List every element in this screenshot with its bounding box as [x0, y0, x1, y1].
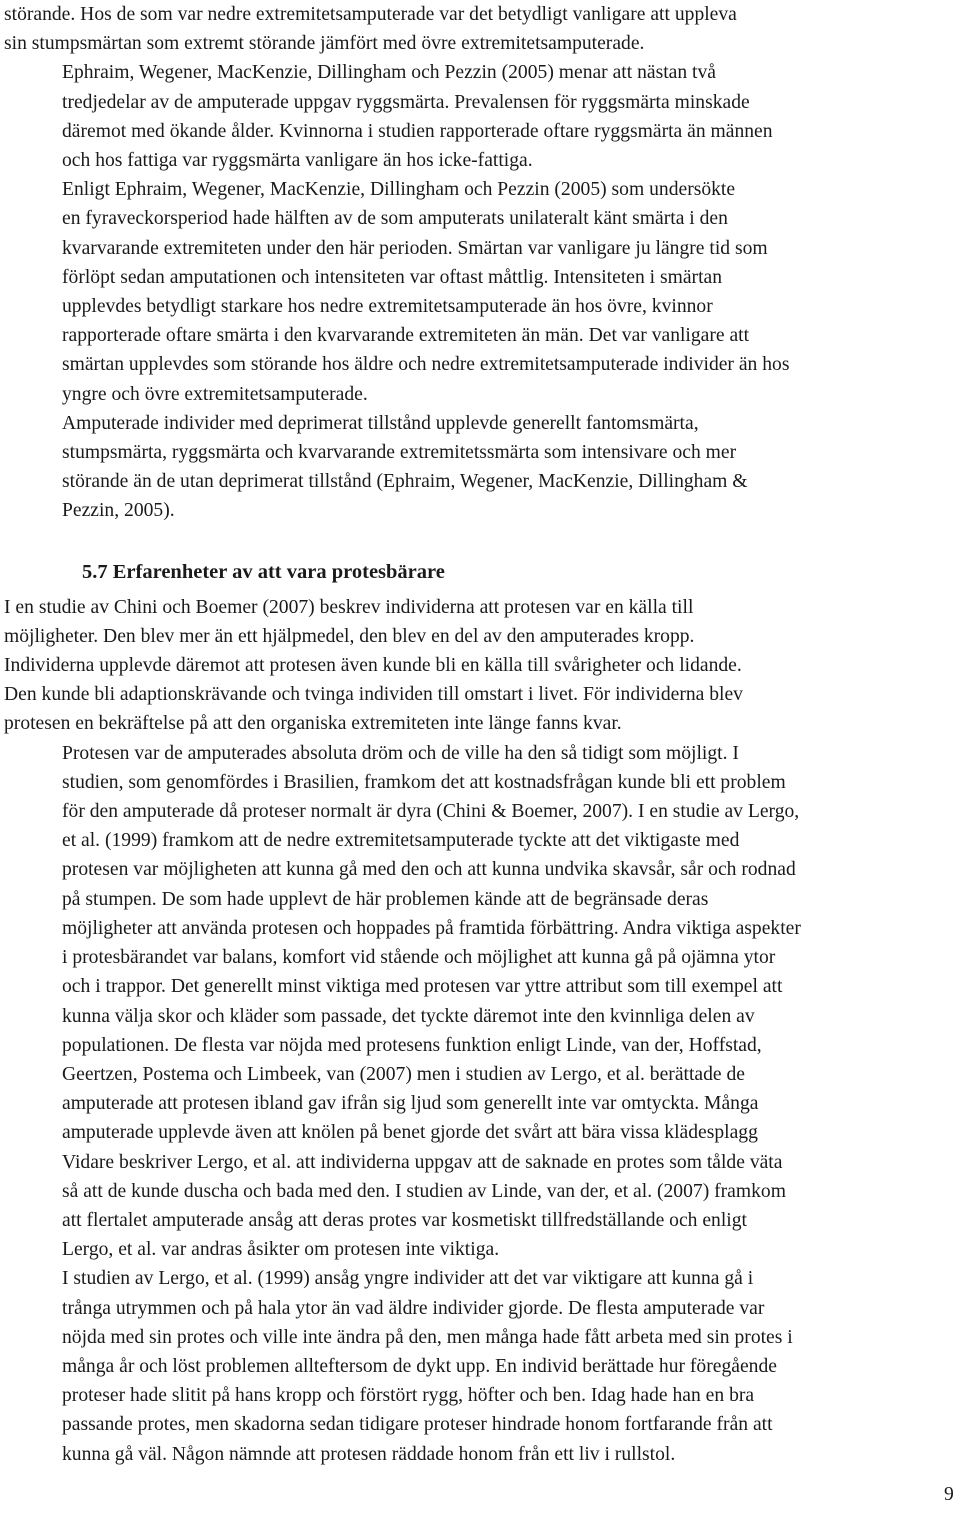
- paragraph-2: [4, 58, 956, 175]
- text-line: passande protes, men skadorna sedan tidigare proteser hindrade honom fortfarande från att: [62, 1414, 773, 1436]
- text-line: många år och löst problemen allteftersom de dykt upp. En individ berättade hur föregående: [62, 1355, 777, 1377]
- text-line: Protesen var de amputerades absoluta dröm och de ville ha den så tidigt som möjligt. I: [62, 742, 739, 764]
- text-line: att flertalet amputerade ansåg att deras protes var kosmetiskt tillfredställande och enligt: [62, 1209, 747, 1231]
- text-line: störande än de utan deprimerat tillstånd (Ephraim, Wegener, MacKenzie, Dillingham &: [62, 471, 748, 493]
- text-line: Vidare beskriver Lergo, et al. att individerna uppgav att de saknade en protes som tålde väta: [62, 1151, 783, 1173]
- text-line: kunna gå väl. Någon nämnde att protesen räddade honom från ett liv i rullstol.: [62, 1443, 676, 1465]
- text-line: för den amputerade då proteser normalt är dyra (Chini & Boemer, 2007). I en studie av Lergo,: [62, 801, 800, 823]
- text-line: Den kunde bli adaptionskrävande och tvinga individen till omstart i livet. För individerna blev: [4, 684, 743, 706]
- text-line: protesen var möjligheten att kunna gå med den och att kunna undvika skavsår, sår och rodnad: [62, 859, 796, 881]
- text-line: protesen en bekräftelse på att den organiska extremiteten inte länge fanns kvar.: [4, 713, 622, 735]
- text-line: på stumpen. De som hade upplevt de här problemen kände att de begränsade deras: [62, 888, 709, 910]
- text-line: störande. Hos de som var nedre extremitetsamputerade var det betydligt vanligare att uppleva: [4, 4, 737, 25]
- document-page: [4, 0, 956, 1469]
- text-line: Individerna upplevde däremot att protesen även kunde bli en källa till svårigheter och lidande.: [4, 655, 742, 677]
- text-line: Lergo, et al. var andras åsikter om protesen inte viktiga.: [62, 1239, 500, 1261]
- text-line: et al. (1999) framkom att de nedre extremitetsamputerade tyckte att det viktigaste med: [62, 830, 740, 852]
- text-line: Ephraim, Wegener, MacKenzie, Dillingham och Pezzin (2005) menar att nästan två: [62, 62, 716, 84]
- text-line: I studien av Lergo, et al. (1999) ansåg yngre individer att det var viktigare att kunna gå i: [62, 1268, 754, 1290]
- text-line: sin stumpsmärtan som extremt störande jämfört med övre extremitetsamputerade.: [4, 33, 645, 55]
- text-line: möjligheter att använda protesen och hoppades på framtida förbättring. Andra viktiga aspekter: [62, 917, 801, 939]
- text-line: Geertzen, Postema och Limbeek, van (2007) men i studien av Lergo, et al. berättade de: [62, 1063, 745, 1085]
- text-line: studien, som genomfördes i Brasilien, framkom det att kostnadsfrågan kunde bli ett problem: [62, 771, 786, 793]
- text-line: förlöpt sedan amputationen och intensiteten var oftast måttlig. Intensiteten i smärtan: [62, 266, 723, 288]
- paragraph-4: [4, 409, 956, 526]
- text-line: I en studie av Chini och Boemer (2007) beskrev individerna att protesen var en källa till: [4, 596, 694, 618]
- text-line: i protesbärandet var balans, komfort vid stående och möjlighet att kunna gå på ojämna ytor: [62, 947, 776, 969]
- spacer: [4, 526, 956, 558]
- text-line: så att de kunde duscha och bada med den. I studien av Linde, van der, et al. (2007) framkom: [62, 1180, 786, 1202]
- text-line: rapporterade oftare smärta i den kvarvarande extremiteten än män. Det var vanligare att: [62, 325, 750, 347]
- paragraph-3: [4, 175, 956, 409]
- text-line: trånga utrymmen och på hala ytor än vad äldre individer gjorde. De flesta amputerade var: [62, 1297, 765, 1319]
- text-line: och i trappor. Det generellt minst viktiga med protesen var yttre attribut som till exempel att: [62, 976, 783, 998]
- text-line: amputerade upplevde även att knölen på benet gjorde det svårt att bära vissa klädesplagg: [62, 1122, 758, 1144]
- text-line: yngre och övre extremitetsamputerade.: [62, 383, 368, 405]
- text-line: Pezzin, 2005).: [62, 500, 175, 522]
- text-line: upplevdes betydligt starkare hos nedre extremitetsamputerade än hos övre, kvinnor: [62, 296, 713, 318]
- text-line: Amputerade individer med deprimerat tillstånd upplevde generellt fantomsmärta,: [62, 412, 699, 434]
- text-line: proteser hade slitit på hans kropp och förstört rygg, höfter och ben. Idag hade han en bra: [62, 1385, 755, 1407]
- text-line: däremot med ökande ålder. Kvinnorna i studien rapporterade oftare ryggsmärta än männen: [62, 120, 773, 142]
- page-number: 9: [944, 1484, 954, 1505]
- text-line: möjligheter. Den blev mer än ett hjälpmedel, den blev en del av den amputerades kropp.: [4, 625, 695, 647]
- text-line: populationen. De flesta var nöjda med protesens funktion enligt Linde, van der, Hoffstad,: [62, 1034, 762, 1056]
- paragraph-5: [4, 593, 956, 739]
- paragraph-6: [4, 739, 956, 1265]
- text-line: amputerade att protesen ibland gav ifrån sig ljud som generellt inte var omtyckta. Många: [62, 1093, 759, 1115]
- text-line: Enligt Ephraim, Wegener, MacKenzie, Dillingham och Pezzin (2005) som undersökte: [62, 179, 736, 201]
- text-line: stumpsmärta, ryggsmärta och kvarvarande extremitetssmärta som intensivare och mer: [62, 442, 737, 464]
- text-line: kvarvarande extremiteten under den här perioden. Smärtan var vanligare ju längre tid som: [62, 237, 768, 259]
- text-line: och hos fattiga var ryggsmärta vanligare än hos icke-fattiga.: [62, 150, 533, 172]
- paragraph-7: [4, 1264, 956, 1468]
- text-line: en fyraveckorsperiod hade hälften av de som amputerats unilateralt känt smärta i den: [62, 208, 728, 230]
- text-line: kunna välja skor och kläder som passade, det tyckte däremot inte den kvinnliga delen av: [62, 1005, 755, 1027]
- paragraph-1: [4, 0, 956, 58]
- text-line: nöjda med sin protes och ville inte ändra på den, men många hade fått arbeta med sin protes i: [62, 1326, 793, 1348]
- text-line: smärtan upplevdes som störande hos äldre och nedre extremitetsamputerade individer än hos: [62, 354, 790, 376]
- section-heading: 5.7 Erfarenheter av att vara protesbärare: [82, 560, 445, 583]
- text-line: tredjedelar av de amputerade uppgav ryggsmärta. Prevalensen för ryggsmärta minskade: [62, 91, 750, 113]
